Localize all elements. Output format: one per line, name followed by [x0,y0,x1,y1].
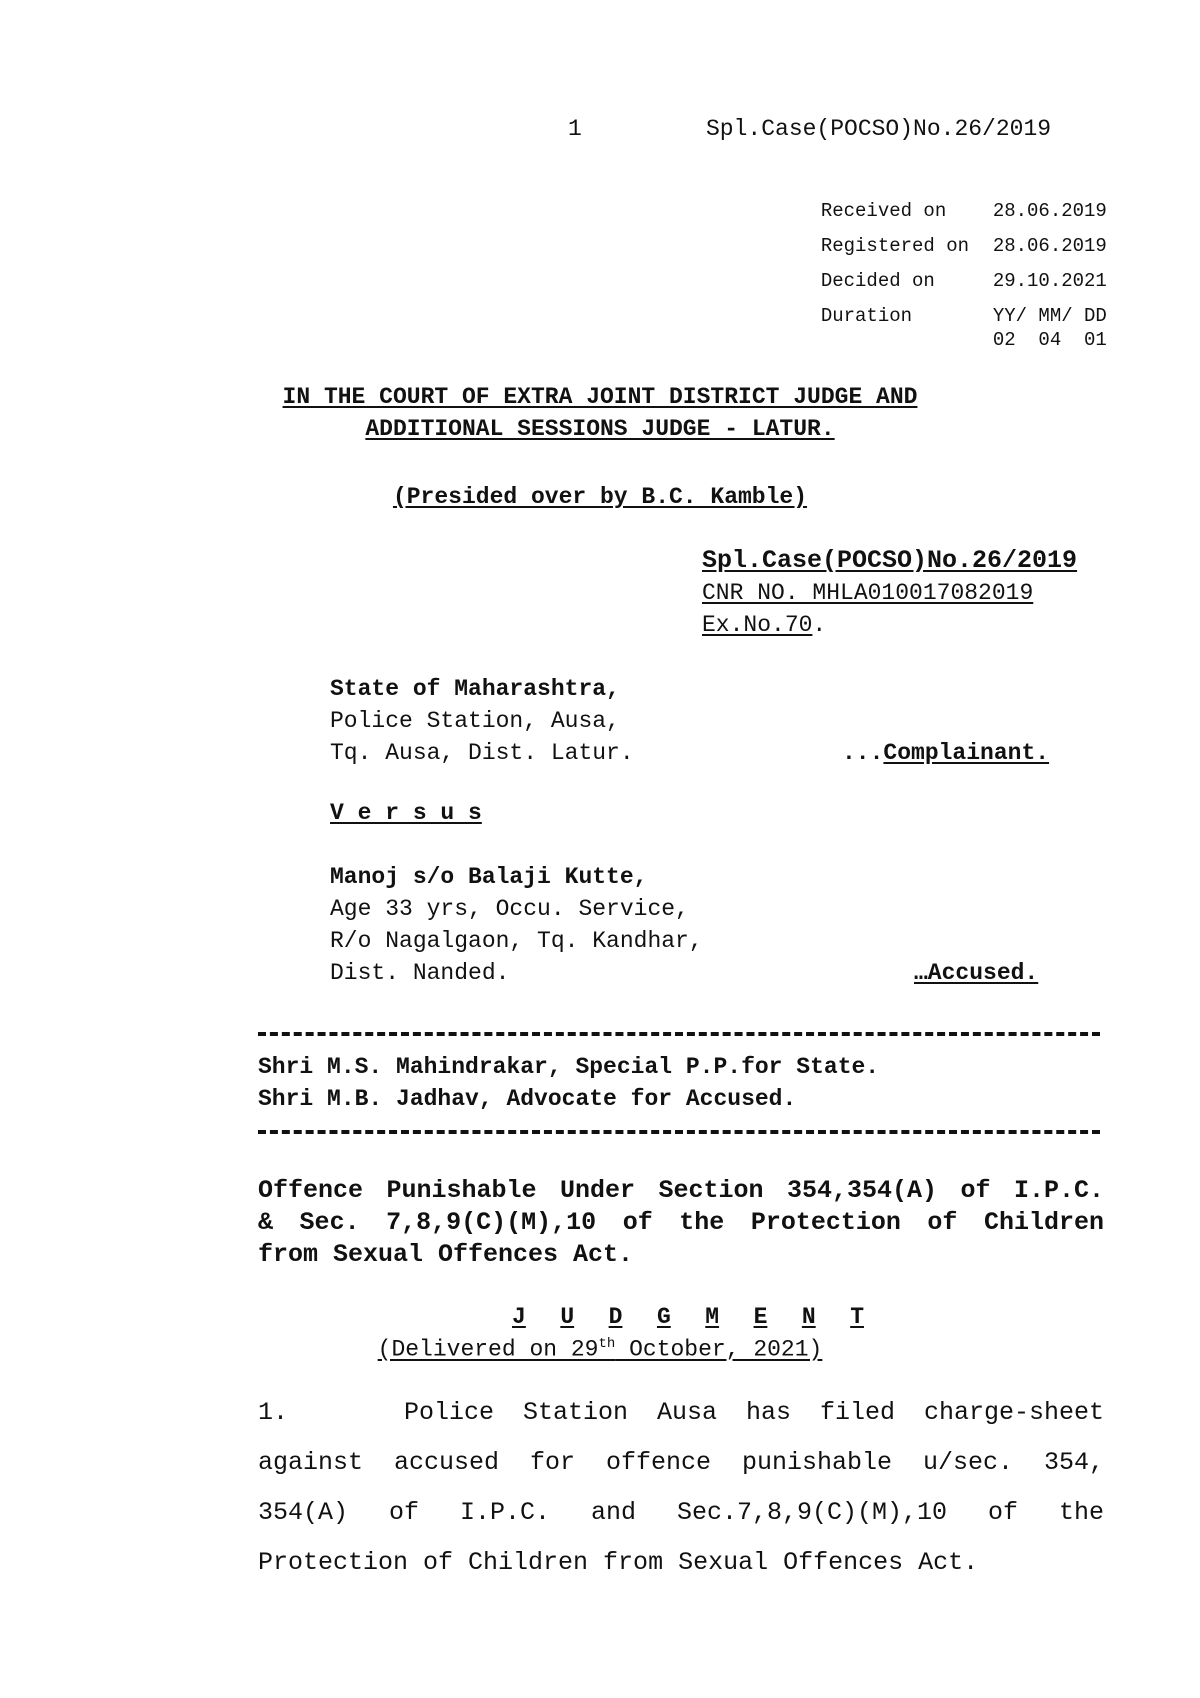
paragraph1-line3: 354(A) of I.P.C. and Sec.7,8,9(C)(M),10 of the [258,1498,1104,1527]
complainant-name: State of Maharashtra, [330,676,620,702]
court-title-line2: ADDITIONAL SESSIONS JUDGE - LATUR. [365,416,835,442]
case-number: Spl.Case(POCSO)No.26/2019 [702,546,1078,575]
judgment-letter: U [560,1304,575,1330]
decided-label: Decided on [820,270,935,292]
page-number: 1 [568,116,582,142]
role-prefix: ... [842,740,884,766]
registered-value: 28.06.2019 [992,235,1107,257]
delivered-sup: th [598,1336,616,1352]
divider-top [258,1032,1100,1036]
complainant-line3: Tq. Ausa, Dist. Latur. [330,740,634,766]
duration-units: YY/ MM/ DD [992,305,1107,327]
received-value: 28.06.2019 [992,200,1107,222]
judgment-letter: D [608,1304,623,1330]
accused-role: …Accused. [914,960,1039,986]
accused-line4: Dist. Nanded. [330,960,510,986]
offence-line3: from Sexual Offences Act. [258,1240,634,1269]
received-label: Received on [820,200,947,222]
complainant-line2: Police Station, Ausa, [330,708,620,734]
delivered-suffix: October, 2021) [615,1336,823,1363]
judgment-letter: T [850,1304,864,1330]
offence-line1: Offence Punishable Under Section 354,354(A) of I.P.C. [258,1176,1104,1205]
duration-values: 02 04 01 [992,329,1107,351]
counsel-prosecution: Shri M.S. Mahindrakar, Special P.P.for State. [258,1054,880,1080]
exhibit-label: Ex.No.70 [702,612,813,638]
paragraph-number: 1. [258,1398,289,1427]
accused-line2: Age 33 yrs, Occu. Service, [330,896,689,922]
judgment-letter: E [753,1304,768,1330]
accused-name: Manoj s/o Balaji Kutte, [330,864,648,890]
duration-label: Duration [820,305,913,327]
complainant-role [842,740,1049,766]
judgment-letter: M [705,1304,720,1330]
paragraph1-line1: Police Station Ausa has filed charge-sheet [404,1398,1104,1427]
header-case-ref: Spl.Case(POCSO)No.26/2019 [706,116,1052,142]
presided-over: (Presided over by B.C. Kamble) [392,484,808,510]
cnr-number: CNR NO. MHLA010017082019 [702,580,1034,606]
delivered-prefix: (Delivered on 29 [377,1336,599,1363]
registered-label: Registered on [820,235,970,257]
judgment-title [512,1304,864,1330]
meta-duration-values [798,307,1107,351]
paragraph1-line4: Protection of Children from Sexual Offences Act. [258,1548,979,1577]
exhibit-number [702,612,826,638]
accused-line3: R/o Nagalgaon, Tq. Kandhar, [330,928,703,954]
judgment-delivered [0,1336,1200,1363]
decided-value: 29.10.2021 [992,270,1107,292]
judgment-letter: N [801,1304,816,1330]
judgment-letter: J [512,1304,526,1330]
versus: V e r s u s [330,800,482,826]
counsel-defence: Shri M.B. Jadhav, Advocate for Accused. [258,1086,797,1112]
offence-line2: & Sec. 7,8,9(C)(M),10 of the Protection of Children [258,1208,1104,1237]
role-label: Complainant. [883,740,1050,766]
exhibit-suffix: . [812,612,827,638]
paragraph1-line2: against accused for offence punishable u/sec. 354, [258,1448,1104,1477]
court-title-line1: IN THE COURT OF EXTRA JOINT DISTRICT JUDGE AND [282,384,918,410]
divider-bottom [258,1130,1100,1134]
judgment-letter: G [656,1304,671,1330]
